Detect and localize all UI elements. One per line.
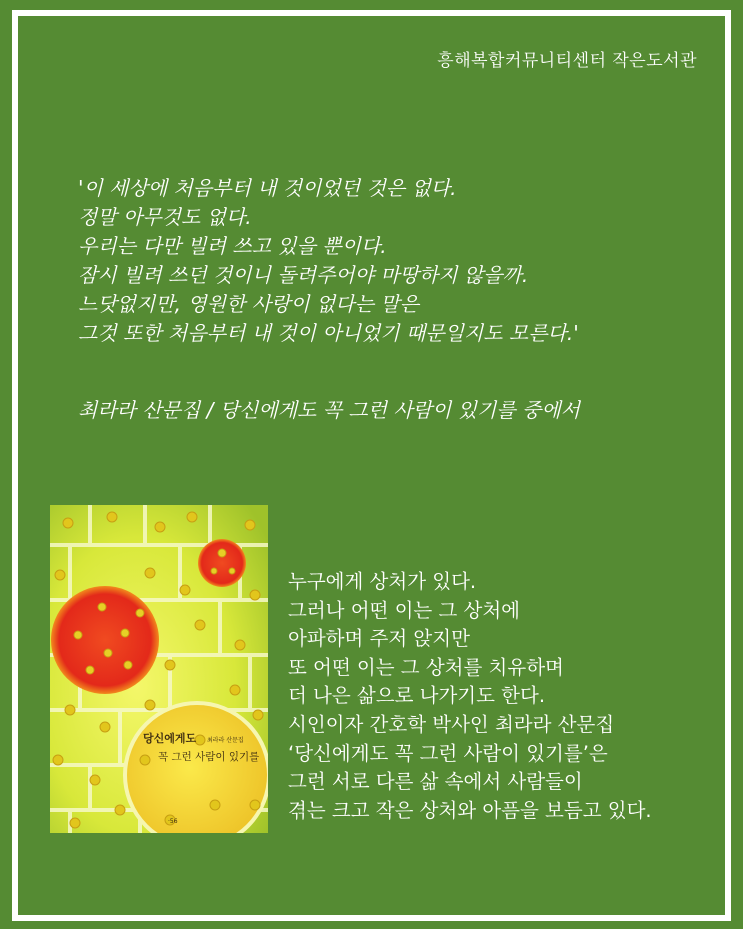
quote-line: 잠시 빌려 쓰던 것이니 돌려주어야 마땅하지 않을까. bbox=[78, 263, 529, 287]
description-line: 그러나 어떤 이는 그 상처에 bbox=[288, 598, 521, 622]
library-name: 흥해복합커뮤니티센터 작은도서관 bbox=[437, 51, 697, 71]
description-line: 겪는 크고 작은 상처와 아픔을 보듬고 있다. bbox=[288, 798, 652, 822]
quote-line: '이 세상에 처음부터 내 것이었던 것은 없다. bbox=[78, 176, 457, 200]
quote-line: 그것 또한 처음부터 내 것이 아니었기 때문일지도 모른다.' bbox=[78, 321, 579, 345]
cover-publisher: ·56 bbox=[168, 818, 178, 825]
quote-block bbox=[78, 174, 698, 348]
quote-line: 정말 아무것도 없다. bbox=[78, 205, 252, 229]
quote-line: 느닷없지만, 영원한 사랑이 없다는 말은 bbox=[78, 292, 419, 316]
book-cover-image bbox=[50, 505, 268, 833]
cover-title-line2: 꼭 그런 사람이 있기를 bbox=[158, 751, 260, 763]
description-line: 시인이자 간호학 박사인 최라라 산문집 bbox=[288, 712, 615, 736]
description-line: 더 나은 삶으로 나가기도 한다. bbox=[288, 684, 546, 708]
description-line: 아파하며 주저 앉지만 bbox=[288, 627, 470, 651]
quote-line: 우리는 다만 빌려 쓰고 있을 뿐이다. bbox=[78, 234, 387, 258]
quote-source: 최라라 산문집 / 당신에게도 꼭 그런 사람이 있기를 중에서 bbox=[78, 398, 580, 422]
description-line: 그런 서로 다른 삶 속에서 사람들이 bbox=[288, 770, 583, 794]
cover-author: 최라라 산문집 bbox=[207, 737, 244, 744]
description-line: 또 어떤 이는 그 상처를 치유하며 bbox=[288, 655, 564, 679]
description-line: ‘당신에게도 꼭 그런 사람이 있기를’은 bbox=[288, 741, 608, 765]
cover-title-line1: 당신에게도 bbox=[143, 732, 197, 745]
book-description bbox=[288, 568, 718, 825]
description-line: 누구에게 상처가 있다. bbox=[288, 570, 477, 593]
